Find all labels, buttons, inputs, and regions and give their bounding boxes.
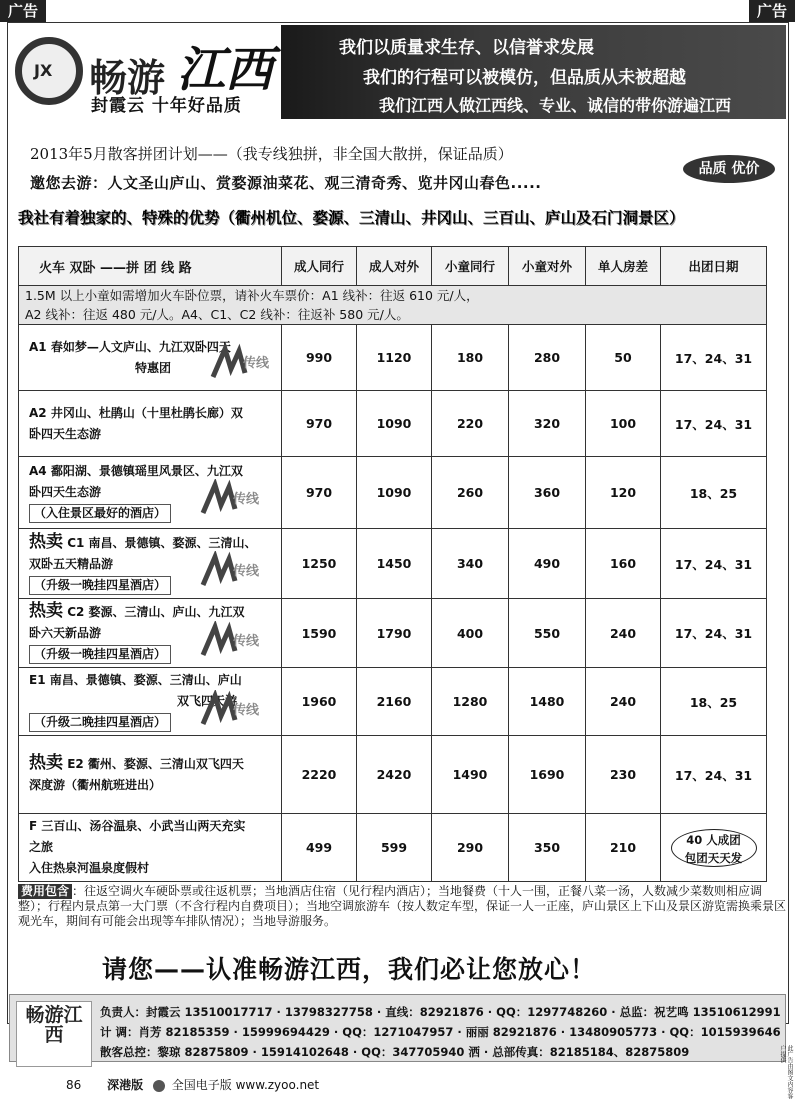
brand-name-b: 江西: [177, 42, 274, 98]
header-route: 火车 双卧 ——拼 团 线 路: [19, 247, 282, 286]
header-child-trade: 小童同行: [432, 247, 509, 286]
route-stamp-icon: [199, 551, 259, 591]
plan-title: 2013年5月散客拼团计划——（我专线独拼，非全国大散拼，保证品质）: [30, 145, 513, 163]
hotel-upgrade-note: （升级一晚挂四星酒店）: [29, 645, 171, 664]
stamp-text: 传线: [243, 356, 269, 371]
stamp-text: 传线: [233, 492, 259, 507]
price-cell: 50: [586, 325, 661, 391]
route-name-cell: [19, 325, 282, 391]
price-cell: 240: [586, 599, 661, 668]
hot-sale-tag: 热卖: [29, 753, 63, 773]
header-adult-trade: 成人同行: [282, 247, 357, 286]
header-child-retail: 小童对外: [509, 247, 586, 286]
price-cell: 350: [509, 814, 586, 882]
contact-panel: [9, 994, 786, 1062]
contact-line-manager: 负责人：封霞云 13510017717 · 13798327758 · 直线：82921876 · QQ：1297748260 · 总监：祝艺鸣 13510612991: [100, 1005, 781, 1019]
ad-corner-left: 广告: [0, 0, 46, 22]
price-cell: 360: [509, 457, 586, 529]
price-cell: 210: [586, 814, 661, 882]
price-cell: 18、25: [661, 457, 767, 529]
price-cell: 17、24、31: [661, 391, 767, 457]
price-cell: 2420: [357, 736, 432, 814]
note-line-1: 1.5M 以上小童如需增加火车卧位票，请补火车票价：A1 线补：往返 610 元/人，: [25, 288, 479, 303]
table-row: [19, 457, 767, 529]
route-hotel: 入住热泉河温泉度假村: [29, 861, 150, 875]
price-cell: 290: [432, 814, 509, 882]
site-label: 全国电子版 www.zyoo.net: [171, 1078, 320, 1092]
page-number: 86: [66, 1078, 82, 1092]
stamp-text: 传线: [233, 703, 259, 718]
calligraphy-logo: 畅游江西: [16, 1001, 92, 1067]
price-cell: 1250: [282, 529, 357, 599]
fee-text: ：往返空调火车硬卧票或往返机票；当地酒店住宿（见行程内酒店）；当地餐费（十人一围，正餐八菜一汤，人数减少菜数则相应调整）；行程内景点第一大门票（不含行程内自费项目）；当地空调旅游车（按人数定车型，保证一人一正座，庐山景区上下山及景区游览需换乘景区观光车，期间有可能会出现等车排队情况）；当地导游服务。: [18, 884, 787, 928]
edition-label: 深港版: [107, 1078, 144, 1092]
price-cell: 990: [282, 325, 357, 391]
price-cell: 220: [432, 391, 509, 457]
route-name-cell: [19, 814, 282, 882]
price-cell: 17、24、31: [661, 325, 767, 391]
route-subtitle: 特惠团: [134, 360, 171, 375]
price-cell: 17、24、31: [661, 529, 767, 599]
price-cell: 320: [509, 391, 586, 457]
header-single-supplement: 单人房差: [586, 247, 661, 286]
price-cell: 1490: [432, 736, 509, 814]
route-subtitle: 深度游（衢州航班进出）: [29, 778, 162, 792]
route-subtitle: 卧六天新品游: [29, 626, 102, 640]
price-cell: 1690: [509, 736, 586, 814]
price-cell: 340: [432, 529, 509, 599]
slogan-2: 我们的行程可以被模仿，但品质从未被超越: [363, 68, 686, 88]
table-row: [19, 529, 767, 599]
note-line-2: A2 线补：往返 480 元/人。A4、C1、C2 线补：往返补 580 元/人。: [25, 307, 409, 322]
price-cell: 970: [282, 457, 357, 529]
price-cell: 1790: [357, 599, 432, 668]
hot-sale-tag: 热卖: [29, 601, 63, 621]
table-row: [19, 599, 767, 668]
table-row: [19, 814, 767, 882]
route-name-cell: [19, 668, 282, 736]
logo-area: [9, 25, 281, 119]
price-cell: 120: [586, 457, 661, 529]
price-cell: 400: [432, 599, 509, 668]
child-ticket-note: [19, 286, 767, 325]
stamp-text: 传线: [233, 634, 259, 649]
slogan-3: 我们江西人做江西线、专业、诚信的带你游遍江西: [379, 96, 732, 115]
tour-stamp-line-1: 40 人成团: [686, 832, 741, 847]
table-row: [19, 325, 767, 391]
price-cell: 180: [432, 325, 509, 391]
fee-includes: [18, 884, 788, 929]
price-cell: 499: [282, 814, 357, 882]
page-footer: [66, 1076, 319, 1093]
header-departure-dates: 出团日期: [661, 247, 767, 286]
contact-line-control: 散客总控：黎琼 82875809 · 15914102648 · QQ：347705940 洒 · 总部传真：82185184、82875809: [100, 1045, 690, 1059]
route-title: F 三百山、汤谷温泉、小武当山两天充实: [29, 819, 246, 833]
route-subtitle: 卧四天生态游: [29, 426, 102, 441]
price-cell: 970: [282, 391, 357, 457]
slogan-1: 我们以质量求生存、以信誉求发展: [339, 38, 594, 58]
departure-cell: [661, 814, 767, 882]
hotel-upgrade-note: （升级一晚挂四星酒店）: [29, 576, 171, 595]
route-title: A4 鄱阳湖、景德镇瑶里风景区、九江双: [29, 464, 243, 478]
fee-label: 费用包含: [18, 884, 72, 899]
table-row: [19, 736, 767, 814]
stamp-text: 传线: [233, 564, 259, 579]
price-cell: 17、24、31: [661, 736, 767, 814]
price-cell: 2220: [282, 736, 357, 814]
route-stamp-icon: [199, 621, 259, 661]
price-cell: 230: [586, 736, 661, 814]
advantage-banner: 我社有着独家的、特殊的优势（衢州机位、婺源、三清山、井冈山、三百山、庐山及石门洞景区）: [18, 209, 685, 227]
hotel-upgrade-note: （入住景区最好的酒店）: [29, 504, 171, 523]
header-banner: [9, 25, 786, 119]
price-cell: 18、25: [661, 668, 767, 736]
price-cell: 1090: [357, 457, 432, 529]
group-tour-stamp: [671, 829, 757, 867]
big-slogan: 请您——认准畅游江西，我们必让您放心！: [102, 955, 597, 984]
contact-line-planner: 计 调：肖芳 82185359 · 15999694429 · QQ：1271047957 · 丽丽 82921876 · 13480905773 · QQ：1015939646: [100, 1025, 781, 1039]
price-cell: 1120: [357, 325, 432, 391]
route-rows: [19, 325, 767, 882]
price-cell: 599: [357, 814, 432, 882]
price-cell: 160: [586, 529, 661, 599]
price-cell: 490: [509, 529, 586, 599]
price-cell: 2160: [357, 668, 432, 736]
route-name-cell: [19, 529, 282, 599]
route-subtitle: 双飞四天游: [176, 694, 237, 708]
route-table: [18, 246, 767, 882]
quality-badge: 品质 优价: [683, 155, 775, 183]
price-cell: 1280: [432, 668, 509, 736]
hotel-upgrade-note: （升级二晚挂四星酒店）: [29, 713, 171, 732]
hot-sale-tag: 热卖: [29, 531, 63, 552]
route-stamp-icon: [209, 343, 269, 383]
logo-icon: JX: [15, 37, 83, 105]
globe-icon: [153, 1080, 165, 1092]
route-name-cell: [19, 736, 282, 814]
table-row: [19, 668, 767, 736]
brand-subtitle: 封霞云 十年好品质: [91, 96, 242, 116]
tour-stamp-line-2: 包团天天发: [684, 850, 743, 865]
route-subtitle: 之旅: [29, 840, 54, 854]
price-cell: 260: [432, 457, 509, 529]
price-cell: 1450: [357, 529, 432, 599]
route-stamp-icon: [199, 690, 259, 730]
price-cell: 280: [509, 325, 586, 391]
route-title: A2 井冈山、杜鹃山（十里杜鹃长廊）双: [29, 405, 243, 420]
price-cell: 100: [586, 391, 661, 457]
route-name-cell: [19, 457, 282, 529]
route-stamp-icon: [199, 479, 259, 519]
route-title: E2 衢州、婺源、三清山双飞四天: [67, 757, 244, 771]
route-subtitle: 卧四天生态游: [29, 485, 102, 499]
price-cell: 1090: [357, 391, 432, 457]
ad-corner-right: 广告: [749, 0, 795, 22]
route-subtitle: 双卧五天精品游: [29, 556, 114, 571]
price-cell: 1480: [509, 668, 586, 736]
side-note: 此广告由图文内容客户提供: [779, 1045, 793, 1099]
invite-line: 邀您去游：人文圣山庐山、赏婺源油菜花、观三清奇秀、览井冈山春色.....: [30, 174, 542, 192]
price-cell: 240: [586, 668, 661, 736]
table-row: [19, 391, 767, 457]
route-title: E1 南昌、景德镇、婺源、三清山、庐山: [29, 673, 242, 687]
route-name-cell: [19, 599, 282, 668]
route-title: C2 婺源、三清山、庐山、九江双: [67, 605, 245, 619]
price-cell: 550: [509, 599, 586, 668]
price-cell: 1590: [282, 599, 357, 668]
route-title: A1 春如梦—人文庐山、九江双卧四天: [29, 339, 231, 354]
header-adult-retail: 成人对外: [357, 247, 432, 286]
price-cell: 17、24、31: [661, 599, 767, 668]
price-cell: 1960: [282, 668, 357, 736]
table-header: [19, 247, 767, 286]
slogan-panel: [281, 25, 786, 119]
route-title: C1 南昌、景德镇、婺源、三清山、: [67, 535, 257, 550]
brand-name-a: 畅游: [89, 55, 166, 100]
route-name-cell: [19, 391, 282, 457]
